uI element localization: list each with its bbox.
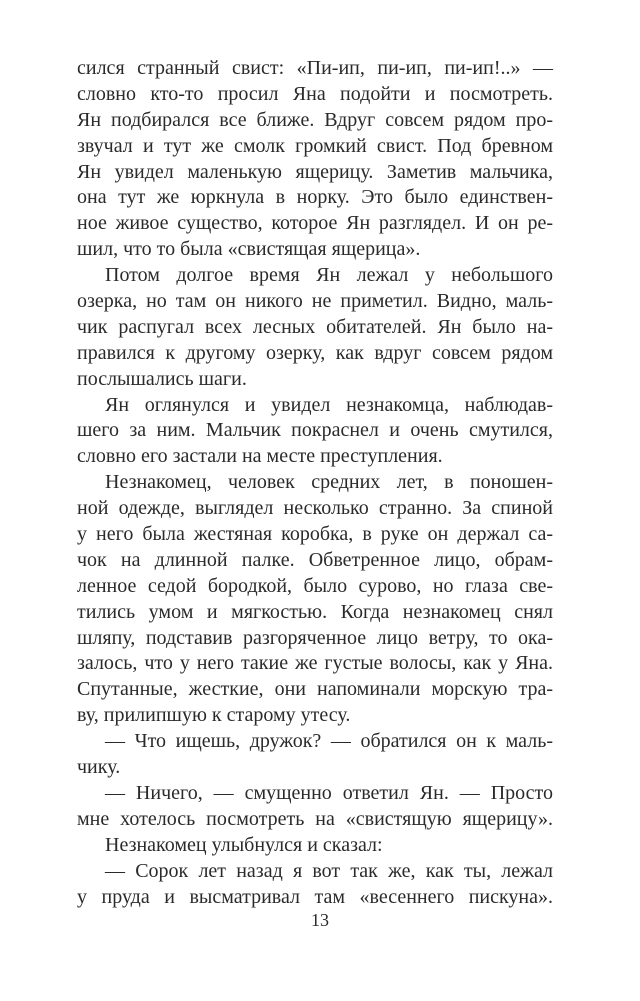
text-line: правился к другому озерку, как вдруг совсем рядом bbox=[77, 341, 553, 364]
text-line: Спутанные, жесткие, они напоминали морскую тра- bbox=[77, 678, 553, 701]
text-line: Незнакомец, человек средних лет, в поношен- bbox=[105, 471, 553, 494]
text-line: ленное седой бородкой, было сурово, но глаза све- bbox=[77, 574, 553, 597]
text-line: у пруда и высматривал там «весеннего пискуна». bbox=[77, 885, 553, 908]
text-line: шего за ним. Мальчик покраснел и очень смутился, bbox=[77, 419, 553, 442]
text-line: чок на длинной палке. Обветренное лицо, обрам- bbox=[77, 548, 553, 571]
text-line: — Ничего, — смущенно ответил Ян. — Просто bbox=[105, 781, 553, 804]
text-line: тились умом и мягкостью. Когда незнакомец снял bbox=[77, 600, 553, 623]
text-line: чику. bbox=[77, 756, 121, 779]
text-line: — Что ищешь, дружок? — обратился он к маль- bbox=[105, 730, 553, 753]
text-line: послышались шаги. bbox=[77, 367, 247, 390]
page-body-text bbox=[77, 56, 553, 910]
text-line: она тут же юркнула в норку. Это было единствен- bbox=[77, 186, 553, 209]
text-line: ное живое существо, которое Ян разглядел. И он ре- bbox=[77, 212, 553, 235]
text-line: Незнакомец улыбнулся и сказал: bbox=[105, 833, 383, 856]
text-line: — Сорок лет назад я вот так же, как ты, лежал bbox=[105, 859, 553, 882]
text-line: сился странный свист: «Пи-ип, пи-ип, пи-ип!..» — bbox=[77, 57, 553, 79]
text-line: Ян подбирался все ближе. Вдруг совсем рядом про- bbox=[77, 108, 553, 131]
text-line: словно кто-то просил Яна подойти и посмотреть. bbox=[77, 82, 553, 105]
text-line: звучал и тут же смолк громкий свист. Под бревном bbox=[77, 134, 553, 157]
text-line: шляпу, подставив разгоряченное лицо ветру, то ока- bbox=[77, 626, 553, 649]
text-line: словно его застали на месте преступления. bbox=[77, 445, 443, 468]
text-line: шил, что то была «свистящая ящерица». bbox=[77, 238, 421, 261]
text-line: мне хотелось посмотреть на «свистящую ящерицу». bbox=[77, 807, 553, 830]
text-line: озерка, но там он никого не приметил. Видно, маль- bbox=[77, 290, 553, 313]
page-number: 13 bbox=[311, 910, 329, 930]
text-line: ной одежде, выглядел несколько странно. За спиной bbox=[77, 497, 553, 520]
text-line: залось, что у него такие же густые волосы, как у Яна. bbox=[77, 652, 553, 675]
text-line: чик распугал всех лесных обитателей. Ян было на- bbox=[77, 315, 553, 338]
text-line: Потом долгое время Ян лежал у небольшого bbox=[105, 264, 553, 287]
text-line: Ян оглянулся и увидел незнакомца, наблюдав- bbox=[105, 393, 553, 416]
text-line: Ян увидел маленькую ящерицу. Заметив мальчика, bbox=[77, 160, 553, 183]
text-line: у него была жестяная коробка, в руке он держал са- bbox=[77, 523, 553, 546]
text-line: ву, прилипшую к старому утесу. bbox=[77, 704, 351, 727]
